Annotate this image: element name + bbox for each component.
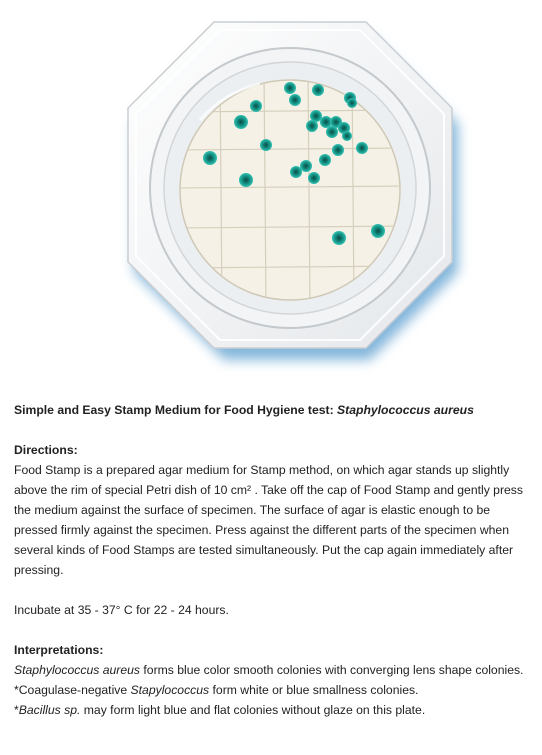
directions-line: the medium against the surface of specimen. The surface of agar is elastic enough to be (14, 503, 491, 517)
interpretation-text: may form light blue and flat colonies without glaze on this plate. (80, 703, 426, 717)
organism-name: Staphylococcus aureus (14, 663, 141, 677)
colony (300, 160, 312, 172)
directions-line: above the rim of special Petri dish of 10 cm² . Take off the cap of Food Stamp and gently press (14, 483, 523, 497)
organism-name: Stapylococcus (130, 683, 210, 697)
colony (371, 224, 385, 238)
colony (289, 94, 301, 106)
incubation-text: Incubate at 35 - 37° C for 22 - 24 hours. (14, 603, 229, 617)
colony (260, 139, 272, 151)
interpretations-body (14, 660, 534, 720)
interpretation-line-3 (14, 700, 534, 720)
colony (203, 151, 217, 165)
directions-line: several kinds of Food Stamps are tested simultaneously. Put the cap again immediately after (14, 543, 514, 557)
interpretation-line-2 (14, 680, 534, 700)
directions-body (14, 460, 534, 580)
directions-line: pressing. (14, 563, 64, 577)
colony (319, 154, 331, 166)
directions-line: pressed firmly against the specimen. Press against the different parts of the specimen when (14, 523, 509, 537)
colony (332, 231, 346, 245)
colony (332, 144, 344, 156)
colony (284, 82, 296, 94)
directions-line: Food Stamp is a prepared agar medium for Stamp method, on which agar stands up slightly (14, 463, 510, 477)
directions-heading: Directions: (14, 443, 78, 457)
interpretation-text: * (14, 703, 19, 717)
interpretations-heading: Interpretations: (14, 643, 104, 657)
colony (342, 131, 352, 141)
colony (239, 173, 253, 187)
colony (347, 98, 357, 108)
colony (306, 120, 318, 132)
colony (250, 100, 262, 112)
colony (234, 115, 248, 129)
interpretation-text: form white or blue smallness colonies. (209, 683, 419, 697)
colony (290, 166, 302, 178)
organism-name: Bacillus sp. (18, 703, 81, 717)
interpretation-text: *Coagulase-negative (14, 683, 131, 697)
colony (356, 142, 368, 154)
product-title-organism: Staphylococcus aureus (337, 403, 474, 417)
colony (312, 84, 324, 96)
product-title (14, 400, 534, 420)
colony (326, 126, 338, 138)
interpretation-text: forms blue color smooth colonies with converging lens shape colonies. (140, 663, 524, 677)
product-title-prefix: Simple and Easy Stamp Medium for Food Hygiene test: (14, 403, 338, 417)
colony (308, 172, 320, 184)
interpretation-line-1 (14, 660, 534, 680)
